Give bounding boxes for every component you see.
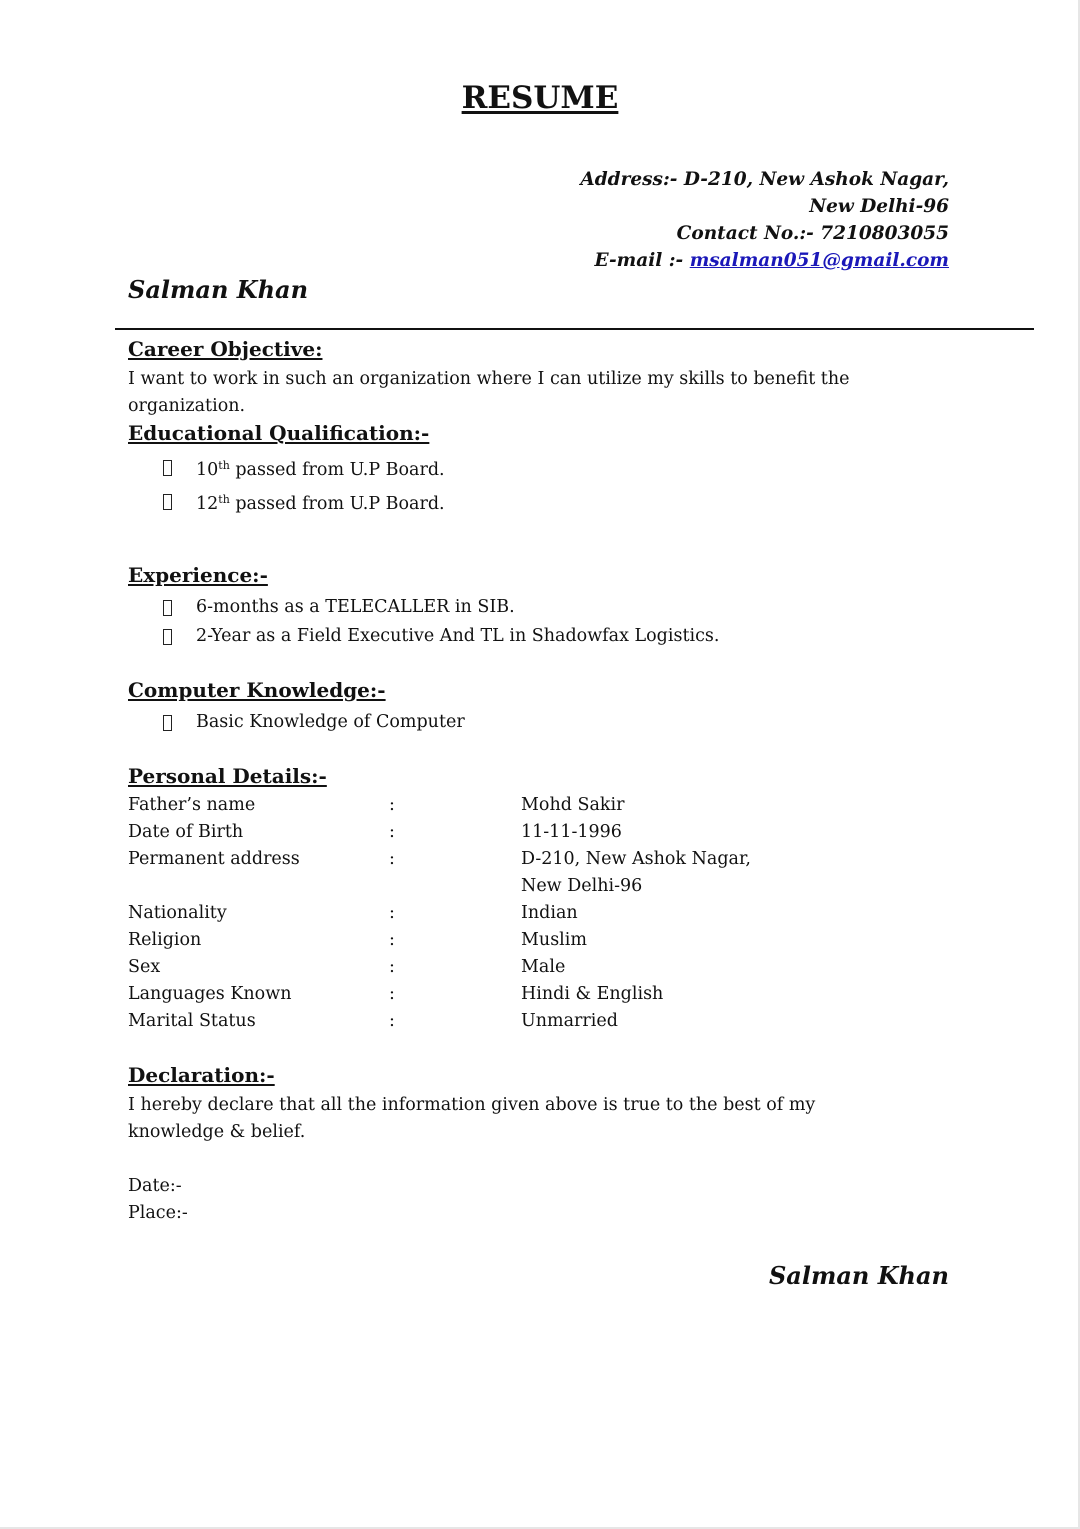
detail-row: Religion : Muslim <box>128 930 587 950</box>
email-label: E-mail :- <box>594 250 690 271</box>
bullet-icon <box>163 629 172 645</box>
address-line-1: Address:- D-210, New Ashok Nagar, <box>580 169 949 190</box>
computer-knowledge-list <box>160 708 465 737</box>
declaration-text: I hereby declare that all the information given above is true to the best of my knowledge & belief. <box>128 1095 816 1142</box>
place-label: Place:- <box>128 1203 188 1223</box>
career-objective-heading: Career Objective: <box>128 337 323 361</box>
date-label: Date:- <box>128 1176 182 1196</box>
list-item: 6-months as a TELECALLER in SIB. <box>160 593 719 622</box>
computer-knowledge-heading: Computer Knowledge:- <box>128 678 386 702</box>
detail-row: Marital Status : Unmarried <box>128 1011 618 1031</box>
contact-block <box>580 166 949 274</box>
detail-row: Sex : Male <box>128 957 566 977</box>
signature-name: Salman Khan <box>768 1261 949 1290</box>
list-item: 12th passed from U.P Board. <box>160 485 445 519</box>
career-objective-text: I want to work in such an organization where I can utilize my skills to benefit the organization. <box>128 369 850 416</box>
detail-row: Nationality : Indian <box>128 903 578 923</box>
bullet-icon <box>163 494 172 510</box>
header-divider <box>115 328 1034 330</box>
document-title: RESUME <box>461 80 619 116</box>
detail-row: Languages Known : Hindi & English <box>128 984 664 1004</box>
email-line <box>580 247 949 274</box>
personal-details-heading: Personal Details:- <box>128 764 327 788</box>
experience-heading: Experience:- <box>128 563 268 587</box>
contact-number: Contact No.:- 7210803055 <box>676 223 949 244</box>
list-item: Basic Knowledge of Computer <box>160 708 465 737</box>
bullet-icon <box>163 715 172 731</box>
bullet-icon <box>163 460 172 476</box>
bullet-icon <box>163 600 172 616</box>
candidate-name: Salman Khan <box>128 275 309 304</box>
list-item: 2-Year as a Field Executive And TL in Shadowfax Logistics. <box>160 622 719 651</box>
detail-row: Date of Birth : 11-11-1996 <box>128 822 622 842</box>
detail-row: Permanent address : D-210, New Ashok Nagar, New Delhi-96 <box>128 849 751 896</box>
education-heading: Educational Qualification:- <box>128 421 430 445</box>
declaration-heading: Declaration:- <box>128 1063 275 1087</box>
experience-list <box>160 593 719 651</box>
personal-details-table <box>128 792 828 1035</box>
email-link[interactable]: msalman051@gmail.com <box>689 250 949 271</box>
address-line-2: New Delhi-96 <box>809 196 949 217</box>
detail-row: Father’s name : Mohd Sakir <box>128 795 625 815</box>
education-list <box>160 451 445 519</box>
list-item: 10th passed from U.P Board. <box>160 451 445 485</box>
